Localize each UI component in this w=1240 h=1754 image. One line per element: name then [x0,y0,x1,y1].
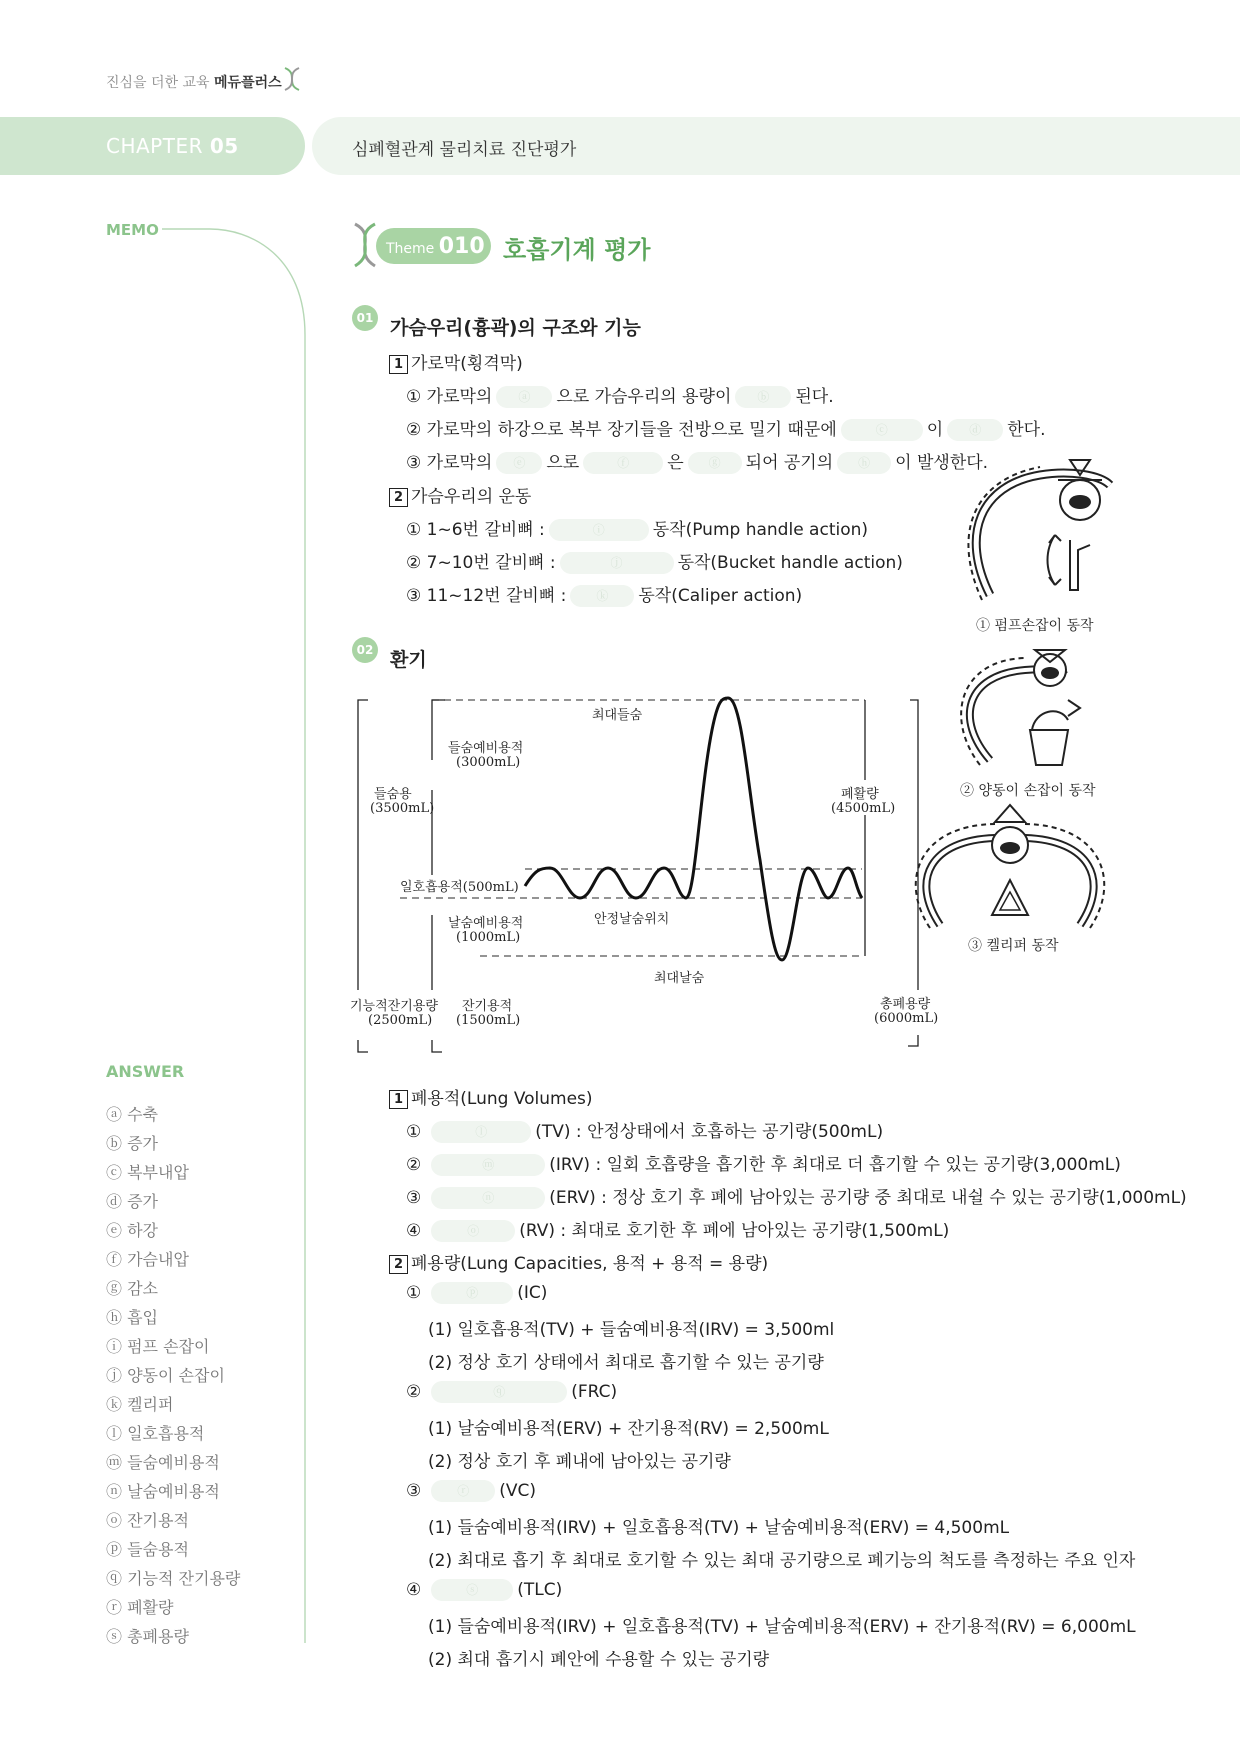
capacity-detail: (1) 들숨예비용적(IRV) + 일호흡용적(TV) + 날숨예비용적(ERV) = 4,500mL [428,1518,1010,1538]
label-tlc-value: (6000mL) [874,1011,939,1026]
answer-blank: ⓙ [560,552,674,574]
subsection-lung-capacities: 2 폐용량(Lung Capacities, 용적 + 용적 = 용량) [389,1249,768,1274]
label-vc: 폐활량 [841,787,879,802]
answer-item: ⓙ 양동이 손잡이 [106,1366,225,1385]
caliper-illustration [910,800,1110,940]
theme-title: 호흡기계 평가 [503,236,651,264]
rib-line-3: ③ 11~12번 갈비뼈 : ⓚ 동작(Caliper action) [406,586,803,606]
answer-blank: ⓢ [431,1579,513,1601]
label-vc-value: (4500mL) [831,801,896,816]
subsection-thorax-motion: 2 가슴우리의 운동 [389,482,531,507]
lung-capacity-item: ② ⓠ (FRC) [406,1382,618,1402]
capacity-detail: (1) 날숨예비용적(ERV) + 잔기용적(RV) = 2,500mL [428,1419,829,1439]
answer-blank: ⓟ [431,1282,513,1304]
answer-item: ⓐ 수축 [106,1105,158,1124]
capacity-detail: (2) 정상 호기 상태에서 최대로 흡기할 수 있는 공기량 [428,1353,824,1373]
answer-blank: ⓝ [431,1187,545,1209]
diaphragm-line-3: ③ 가로막의 ⓔ 으로 ⓕ 은 ⓖ 되어 공기의 ⓗ 이 발생한다. [406,453,989,473]
answer-blank: ⓗ [837,452,891,474]
answer-blank: ⓠ [431,1381,567,1403]
section-title-01: 가슴우리(흉곽)의 구조와 기능 [390,317,641,339]
diaphragm-line-2: ② 가로막의 하강으로 복부 장기들을 전방으로 밀기 때문에 ⓒ 이 ⓓ 한다. [406,420,1046,440]
answer-blank: ⓜ [431,1154,545,1176]
label-rv: 잔기용적 [462,999,513,1014]
answer-item: ⓕ 가슴내압 [106,1250,189,1269]
lung-capacity-item: ③ ⓡ (VC) [406,1481,537,1501]
label-tidal-volume: 일호흡용적(500mL) [400,880,519,895]
answer-item: ⓠ 기능적 잔기용량 [106,1569,241,1588]
lung-capacity-item: ④ ⓢ (TLC) [406,1580,563,1600]
chapter-label: CHAPTER 05 [106,134,239,158]
answer-item: ⓞ 잔기용적 [106,1511,189,1530]
answer-blank: ⓘ [549,519,649,541]
label-max-inspiration: 최대들숨 [592,708,643,723]
rib-line-1: ① 1~6번 갈비뼈 : ⓘ 동작(Pump handle action) [406,520,869,540]
chapter-title: 심폐혈관계 물리치료 진단평가 [352,140,577,160]
capacity-detail: (1) 들숨예비용적(IRV) + 일호흡용적(TV) + 날숨예비용적(ERV) + 잔기용적(RV) = 6,000mL [428,1617,1136,1637]
section-number-01: 01 [352,305,378,331]
subsection-lung-volumes: 1 폐용적(Lung Volumes) [389,1084,593,1109]
answer-blank: ⓑ [735,386,791,408]
answer-item: ⓟ 들숨용적 [106,1540,189,1559]
label-ic-value: (3500mL) [370,801,435,816]
answer-blank: ⓚ [570,585,634,607]
theme-label: Theme 010 [386,234,485,259]
lung-volume-item: ④ ⓞ (RV) : 최대로 호기한 후 폐에 남아있는 공기량(1,500mL) [406,1221,950,1241]
section-title-02: 환기 [390,649,427,671]
answer-item: ⓓ 증가 [106,1192,158,1211]
label-frc: 기능적잔기용량 [350,999,438,1014]
answer-item: ⓒ 복부내압 [106,1163,189,1182]
caption-bucket-handle: ② 양동이 손잡이 동작 [960,783,1096,799]
answer-blank: ⓔ [496,452,542,474]
answer-item: ⓡ 폐활량 [106,1598,174,1617]
label-max-expiration: 최대날숨 [654,971,705,986]
lung-volume-item: ① ⓛ (TV) : 안정상태에서 호흡하는 공기량(500mL) [406,1122,884,1142]
label-irv-value: (3000mL) [456,755,521,770]
lung-volume-item: ③ ⓝ (ERV) : 정상 호기 후 폐에 남아있는 공기량 중 최대로 내쉴 수 있는 공기량(1,000mL) [406,1188,1187,1208]
label-irv: 들숨예비용적 [448,741,524,756]
answer-blank: ⓞ [431,1220,515,1242]
answer-item: ⓔ 하강 [106,1221,158,1240]
answer-item: ⓘ 펌프 손잡이 [106,1337,210,1356]
answer-item: ⓗ 흡입 [106,1308,158,1327]
answer-blank: ⓓ [947,419,1003,441]
capacity-detail: (2) 최대로 흡기 후 최대로 호기할 수 있는 최대 공기량으로 폐기능의 척도를 측정하는 주요 인자 [428,1551,1136,1571]
answer-item: ⓑ 증가 [106,1134,158,1153]
subsection-diaphragm: 1 가로막(횡격막) [389,349,523,374]
answer-blank: ⓖ [688,452,742,474]
capacity-detail: (2) 최대 흡기시 폐안에 수용할 수 있는 공기량 [428,1650,770,1670]
label-frc-value: (2500mL) [368,1013,433,1028]
capacity-detail: (2) 정상 호기 후 폐내에 남아있는 공기량 [428,1452,731,1472]
diaphragm-line-1: ① 가로막의 ⓐ 으로 가슴우리의 용량이 ⓑ 된다. [406,387,834,407]
answer-label: ANSWER [106,1062,185,1081]
lung-capacity-item: ① ⓟ (IC) [406,1283,548,1303]
label-tlc: 총폐용량 [880,997,931,1012]
answer-item: ⓚ 켈리퍼 [106,1395,174,1414]
lung-volume-item: ② ⓜ (IRV) : 일회 호흡량을 흡기한 후 최대로 더 흡기할 수 있는 공기량(3,000mL) [406,1155,1121,1175]
answer-item: ⓜ 들숨예비용적 [106,1453,220,1472]
label-erv: 날숨예비용적 [448,916,524,931]
answer-item: ⓝ 날숨예비용적 [106,1482,220,1501]
section-number-02: 02 [352,637,378,663]
caption-pump-handle: ① 펌프손잡이 동작 [976,618,1094,634]
answer-item: ⓖ 감소 [106,1279,158,1298]
header-slogan: 진심을 더한 교육 메듀플러스 [106,75,282,91]
bucket-handle-illustration [950,640,1110,780]
answer-blank: ⓒ [841,419,923,441]
label-ic: 들숨용 [374,787,412,802]
label-rv-value: (1500mL) [456,1013,521,1028]
label-erv-value: (1000mL) [456,930,521,945]
pump-handle-illustration [960,455,1120,615]
answer-blank: ⓛ [431,1121,531,1143]
dna-logo-icon [282,66,302,92]
memo-label: MEMO [106,221,159,239]
answer-item: ⓢ 총폐용량 [106,1627,189,1646]
answer-blank: ⓕ [583,452,663,474]
rib-line-2: ② 7~10번 갈비뼈 : ⓙ 동작(Bucket handle action) [406,553,903,573]
label-resting-expiration: 안정날숨위치 [594,912,670,927]
answer-blank: ⓐ [496,386,552,408]
answer-blank: ⓡ [431,1480,495,1502]
caption-caliper: ③ 켈리퍼 동작 [968,938,1059,954]
capacity-detail: (1) 일호흡용적(TV) + 들숨예비용적(IRV) = 3,500ml [428,1320,835,1340]
answer-item: ⓛ 일호흡용적 [106,1424,205,1443]
